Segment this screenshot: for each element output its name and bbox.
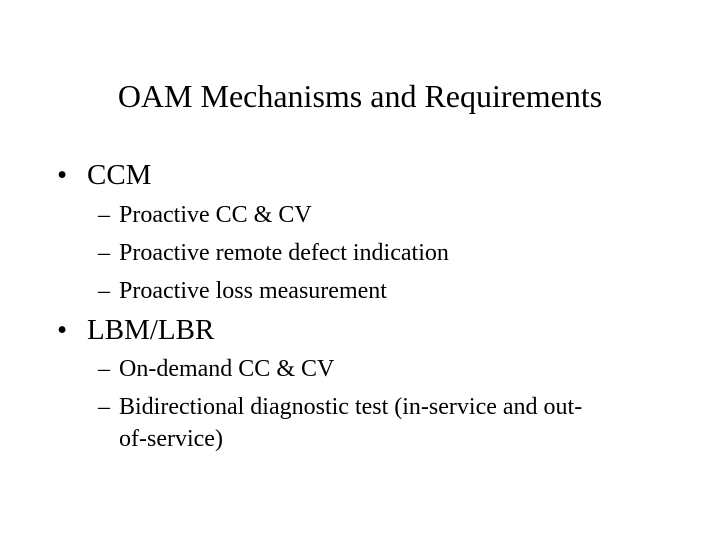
sub-item-continuation: of-service) bbox=[119, 426, 223, 452]
bullet-lbm-lbr bbox=[57, 312, 214, 348]
bullet-label: LBM/LBR bbox=[87, 314, 215, 346]
dash-marker: – bbox=[98, 240, 110, 266]
slide-title: OAM Mechanisms and Requirements bbox=[117, 78, 603, 114]
sub-item bbox=[98, 237, 449, 269]
bullet-marker: • bbox=[57, 159, 68, 191]
sub-item-label: On-demand CC & CV bbox=[119, 356, 335, 382]
sub-item bbox=[98, 199, 312, 231]
sub-item bbox=[98, 275, 387, 307]
bullet-ccm bbox=[57, 157, 151, 193]
sub-item bbox=[98, 391, 582, 423]
sub-item bbox=[98, 353, 334, 385]
sub-item-label: Bidirectional diagnostic test (in-service and out- bbox=[119, 394, 583, 420]
sub-item-label: Proactive remote defect indication bbox=[119, 240, 449, 266]
sub-item-label: Proactive loss measurement bbox=[119, 278, 387, 304]
bullet-marker: • bbox=[57, 314, 68, 346]
dash-marker: – bbox=[98, 278, 110, 304]
sub-item-label: Proactive CC & CV bbox=[119, 202, 312, 228]
bullet-label: CCM bbox=[87, 159, 152, 191]
dash-marker: – bbox=[98, 356, 110, 382]
dash-marker: – bbox=[98, 202, 110, 228]
dash-marker: – bbox=[98, 394, 110, 420]
